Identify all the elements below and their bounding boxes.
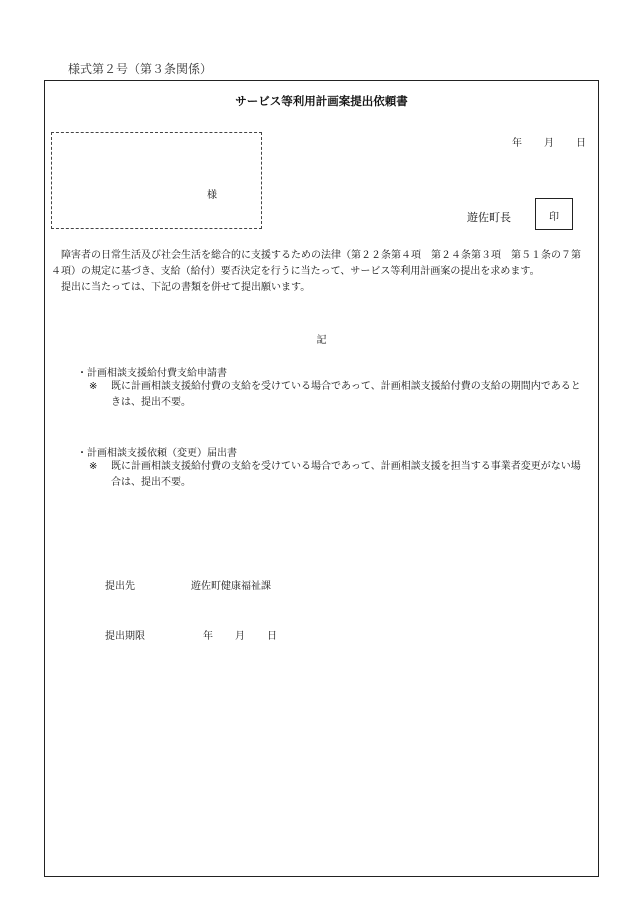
ki-heading: 記 — [316, 335, 327, 346]
deadline-month: 月 — [235, 631, 245, 642]
body-paragraph-2: 提出に当たっては、下記の書類を併せて提出願います。 — [61, 282, 311, 293]
deadline-label: 提出期限 — [105, 631, 145, 642]
date-day: 日 — [576, 138, 586, 149]
deadline-year: 年 — [203, 631, 213, 642]
item-1-note-text: 既に計画相談支援給付費の支給を受けている場合であって、計画相談支援給付費の支給の期間内であるときは、提出不要。 — [111, 381, 581, 408]
seal-label: 印 — [549, 212, 559, 223]
issue-date — [512, 134, 586, 149]
addressee-box — [51, 132, 262, 229]
item-1-title: ・計画相談支援給付費支給申請書 — [77, 368, 227, 379]
item-2-note-mark: ※ — [89, 461, 98, 472]
date-month: 月 — [544, 138, 554, 149]
item-2-title: ・計画相談支援依頼（変更）届出書 — [77, 448, 237, 459]
item-1-note — [89, 379, 590, 411]
destination-label: 提出先 — [105, 581, 135, 592]
form-number: 様式第２号（第３条関係） — [68, 62, 213, 76]
addressee-suffix: 様 — [207, 190, 217, 201]
issuer-name: 遊佐町長 — [467, 211, 511, 224]
deadline-date — [203, 627, 277, 642]
body-text — [51, 248, 590, 296]
document-title: サービス等利用計画案提出依頼書 — [235, 94, 408, 108]
deadline-day: 日 — [267, 631, 277, 642]
seal-box — [535, 198, 573, 230]
document-frame — [44, 80, 599, 877]
item-2-note — [89, 459, 590, 491]
item-2-note-text: 既に計画相談支援給付費の支給を受けている場合であって、計画相談支援を担当する事業者変更がない場合は、提出不要。 — [111, 461, 581, 488]
body-paragraph-1: 障害者の日常生活及び社会生活を総合的に支援するための法律（第２２条第４項 第２４条第３項 第５１条の７第４項）の規定に基づき、支給（給付）要否決定を行うに当たって、サービス等利用計画案の提出を求めます。 — [51, 250, 581, 277]
destination-value: 遊佐町健康福祉課 — [191, 581, 271, 592]
date-year: 年 — [512, 138, 522, 149]
item-1-note-mark: ※ — [89, 381, 98, 392]
